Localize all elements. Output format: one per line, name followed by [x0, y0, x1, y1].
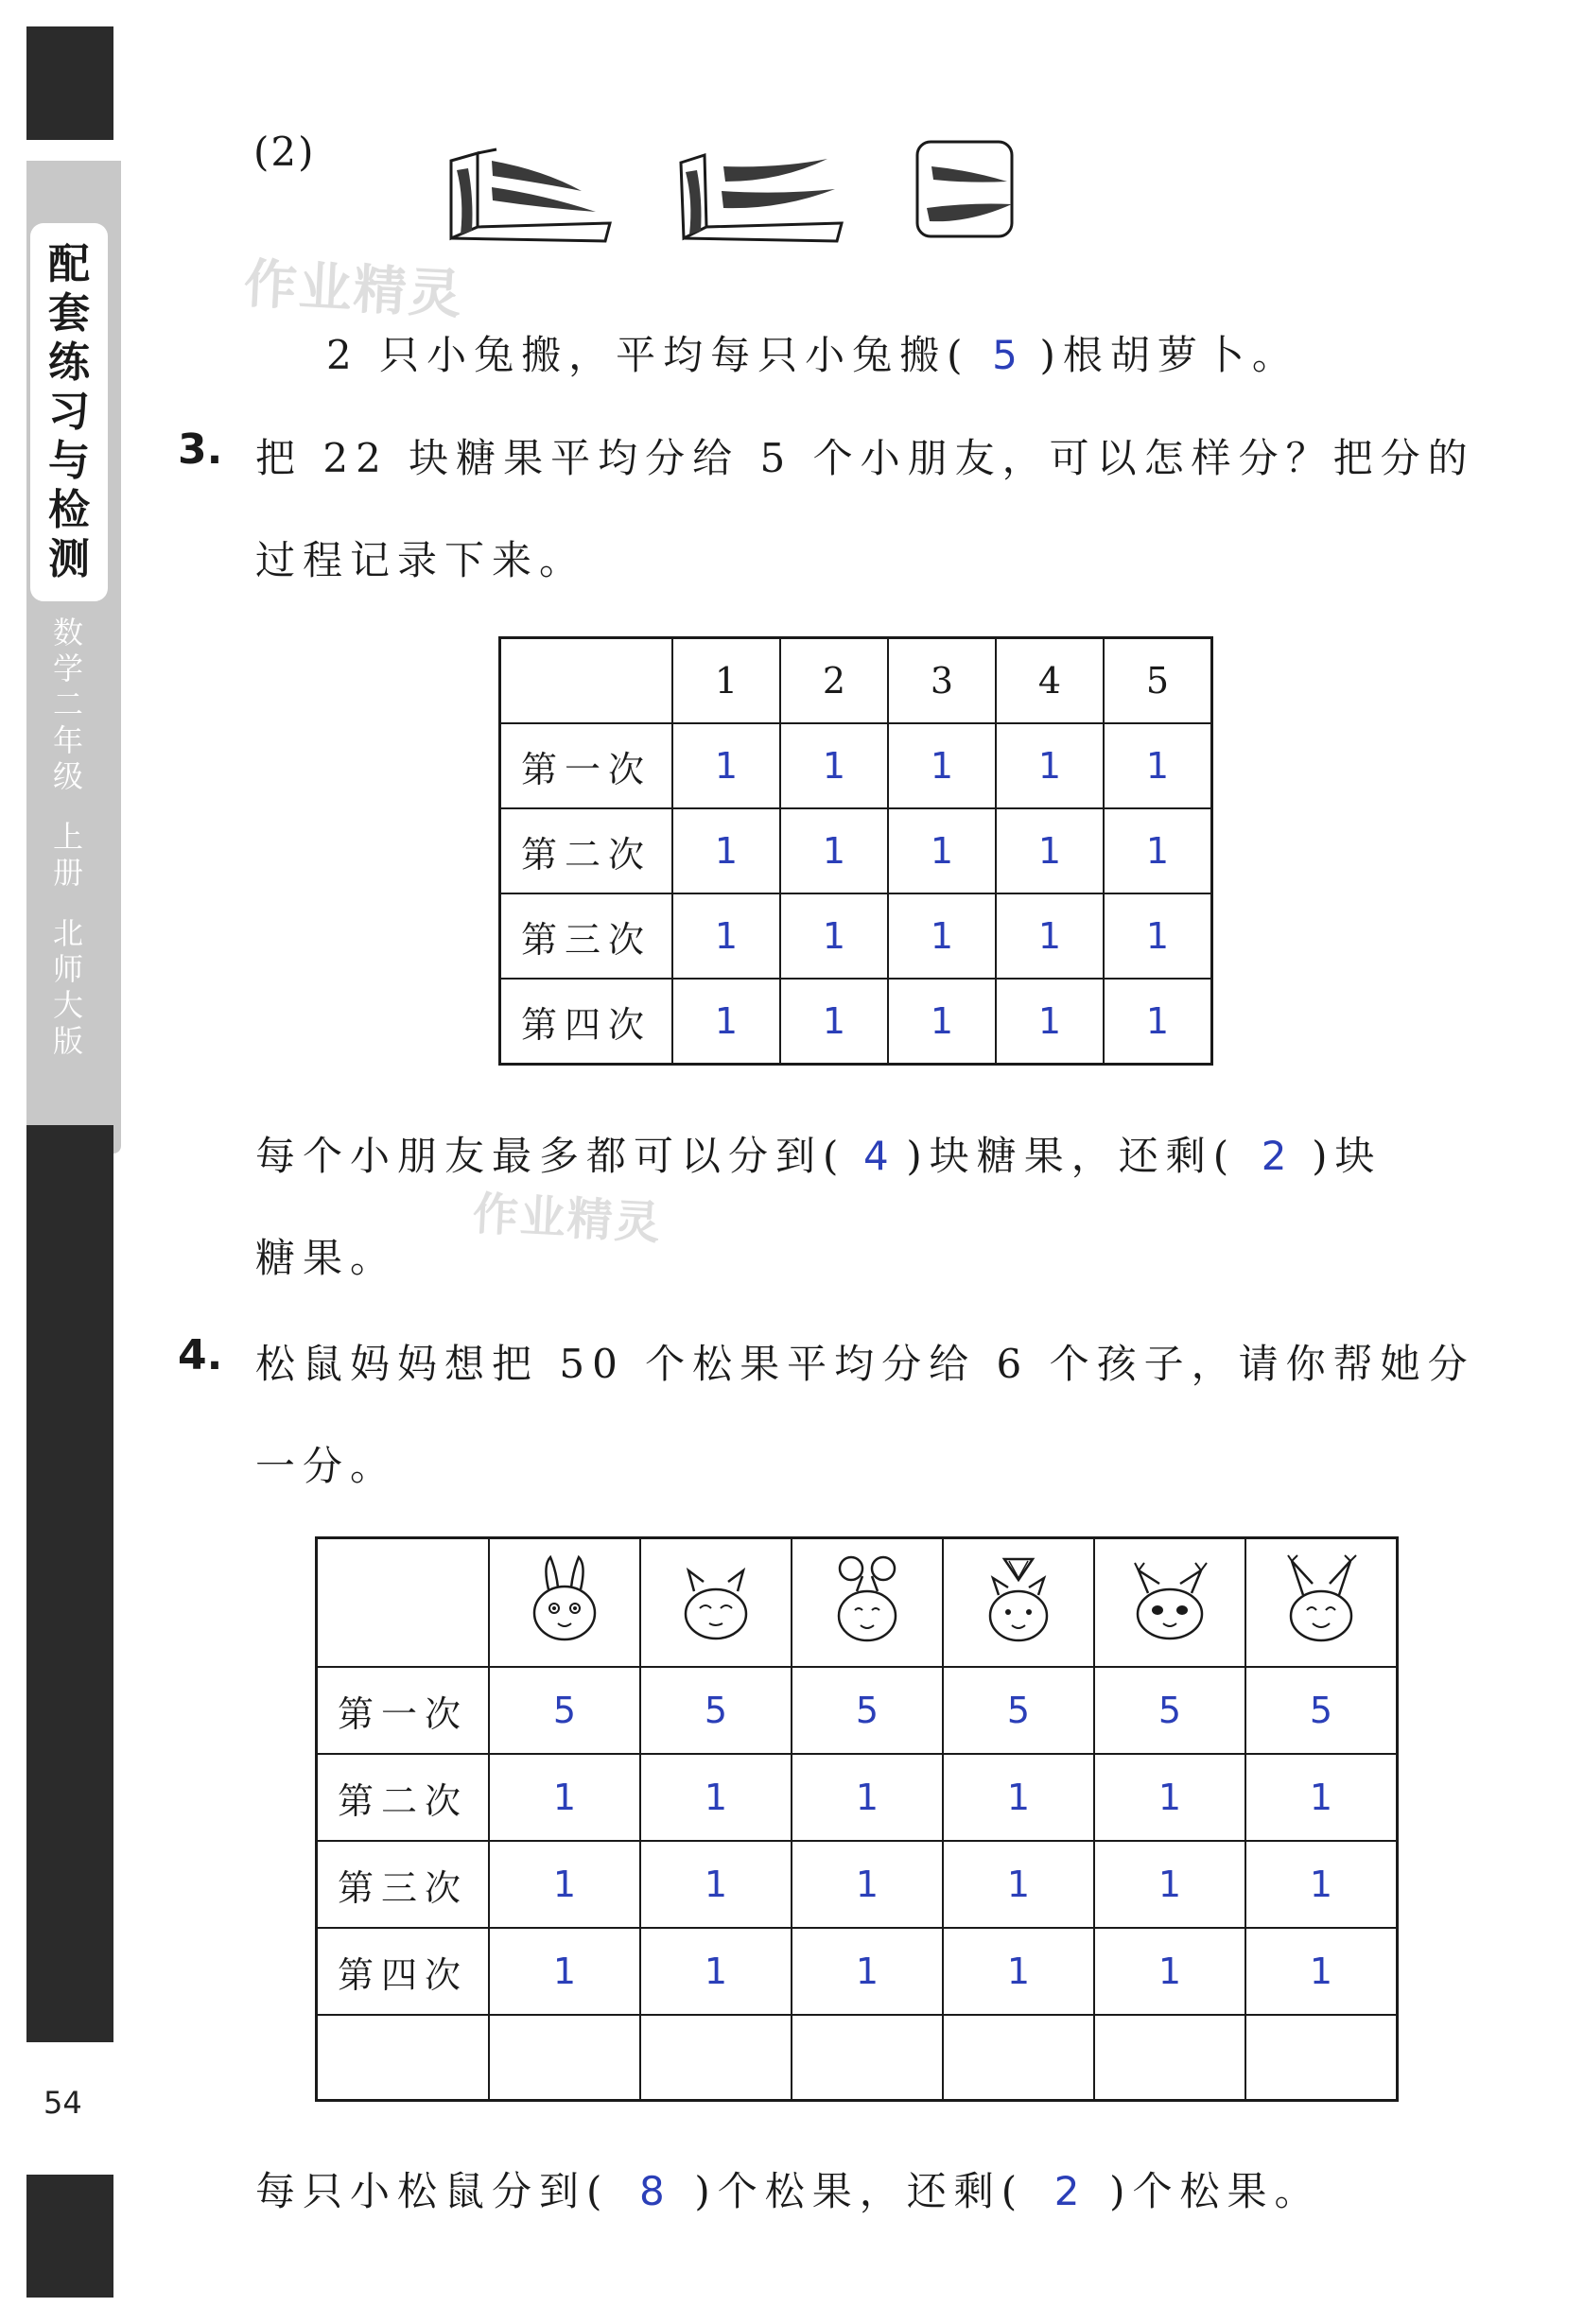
table-cell: 5: [1094, 1667, 1245, 1754]
column-header: [640, 1538, 792, 1668]
table-cell: 1: [1094, 1928, 1245, 2015]
table-cell: 1: [640, 1928, 792, 2015]
q3-text-line1: 把 22 块糖果平均分给 5 个小朋友，可以怎样分？把分的: [255, 435, 1475, 481]
table-row: [500, 979, 1212, 1065]
table-cell: 1: [943, 1841, 1094, 1928]
table-row: [317, 1667, 1398, 1754]
table-cell: 5: [943, 1667, 1094, 1754]
table-cell: 1: [672, 723, 780, 808]
table-cell: 1: [780, 979, 888, 1065]
column-header: 2: [780, 638, 888, 724]
table-cell: 1: [792, 1928, 943, 2015]
column-header: [792, 1538, 943, 1668]
table-cell: 1: [943, 1754, 1094, 1841]
table-cell: 5: [792, 1667, 943, 1754]
table-cell: 1: [489, 1928, 640, 2015]
table-cell: 5: [1245, 1667, 1398, 1754]
table-cell: 1: [792, 1754, 943, 1841]
column-header: 4: [996, 638, 1104, 724]
row-label: 第二次: [317, 1754, 490, 1841]
column-header: 1: [672, 638, 780, 724]
q4-answer-pinecones-each: 8: [639, 2168, 665, 2214]
carrot-group-3: [917, 142, 1012, 236]
table-cell: 1: [1245, 1841, 1398, 1928]
column-header: 3: [888, 638, 996, 724]
table-cell: 1: [888, 808, 996, 893]
table-cell: 1: [672, 893, 780, 979]
row-label: 第三次: [500, 893, 673, 979]
q4-text-line2: 一分。: [255, 1443, 398, 1489]
table-row: [317, 1754, 1398, 1841]
table-cell: 1: [1094, 1841, 1245, 1928]
table-row: [500, 808, 1212, 893]
row-label: 第一次: [317, 1667, 490, 1754]
table-header-row: [500, 638, 1212, 724]
table-cell: [1094, 2015, 1245, 2101]
table-cell: 1: [672, 808, 780, 893]
row-label: 第三次: [317, 1841, 490, 1928]
row-label: 第四次: [500, 979, 673, 1065]
table-cell: [489, 2015, 640, 2101]
table-row: [500, 893, 1212, 979]
table-cell: 1: [780, 893, 888, 979]
spine-foot-band: [26, 2175, 113, 2298]
q2-sentence: 2 只小兔搬，平均每只小兔搬( 5 )根胡萝卜。: [326, 332, 1299, 378]
table-cell: 1: [780, 808, 888, 893]
spine-edition: 北 师 大 版: [52, 915, 83, 1059]
column-header: [1094, 1538, 1245, 1668]
squirrel-6-icon: [1279, 1552, 1364, 1646]
table-cell: 5: [640, 1667, 792, 1754]
carrot-groups-figure: [440, 132, 1026, 246]
table-row: [500, 723, 1212, 808]
table-row: [317, 1841, 1398, 1928]
q2-label: (2): [253, 129, 316, 175]
column-header: [1245, 1538, 1398, 1668]
table-corner-cell: [500, 638, 673, 724]
table-cell: 1: [1104, 808, 1212, 893]
table-cell: 1: [996, 808, 1104, 893]
squirrel-1-icon: [522, 1552, 607, 1646]
table-cell: 1: [996, 723, 1104, 808]
table-cell: 1: [792, 1841, 943, 1928]
spine-top-band: [26, 26, 113, 140]
q3-answer-line1: 每个小朋友最多都可以分到( 4 )块糖果，还剩( 2 )块: [255, 1133, 1383, 1179]
q4-text-line1: 松鼠妈妈想把 50 个松果平均分给 6 个孩子，请你帮她分: [255, 1341, 1475, 1387]
table-row: [317, 1928, 1398, 2015]
table-cell: 1: [672, 979, 780, 1065]
spine-book-title: 配 套 练 习 与 检 测: [30, 223, 108, 601]
q4-answer: 每只小松鼠分到( 8 )个松果，还剩( 2 )个松果。: [255, 2168, 1322, 2214]
q4-distribution-table: [315, 1536, 1399, 2102]
row-label: [317, 2015, 490, 2101]
squirrel-3-icon: [825, 1552, 910, 1646]
table-cell: [1245, 2015, 1398, 2101]
q2-answer: 5: [992, 332, 1018, 378]
table-row: [317, 2015, 1398, 2101]
table-cell: 1: [996, 979, 1104, 1065]
q3-text-line2: 过程记录下来。: [255, 537, 587, 583]
watermark: 作业精灵: [471, 1187, 664, 1251]
table-cell: 1: [888, 979, 996, 1065]
table-cell: 1: [996, 893, 1104, 979]
spine-bottom-band: [26, 1125, 113, 2042]
table-cell: [943, 2015, 1094, 2101]
q3-answer-line2: 糖果。: [255, 1235, 398, 1281]
spine-book-info: [34, 615, 102, 1084]
table-cell: 1: [640, 1841, 792, 1928]
table-corner-cell: [317, 1538, 490, 1668]
table-cell: 1: [1104, 893, 1212, 979]
spine-subject: 数 学 二 年 级: [52, 615, 83, 794]
q4-number: 4.: [178, 1331, 223, 1379]
table-cell: 1: [888, 893, 996, 979]
spine-volume: 上 册: [52, 819, 83, 891]
table-cell: 1: [640, 1754, 792, 1841]
column-header: [943, 1538, 1094, 1668]
row-label: 第四次: [317, 1928, 490, 2015]
squirrel-2-icon: [673, 1552, 758, 1646]
watermark: 作业精灵: [242, 252, 465, 327]
table-cell: [640, 2015, 792, 2101]
table-cell: [792, 2015, 943, 2101]
table-cell: 1: [489, 1754, 640, 1841]
q3-answer-candies-each: 4: [863, 1133, 889, 1179]
q3-answer-remaining: 2: [1261, 1133, 1287, 1179]
table-cell: 1: [1104, 723, 1212, 808]
table-cell: 5: [489, 1667, 640, 1754]
q3-distribution-table: [498, 636, 1213, 1066]
table-cell: 1: [780, 723, 888, 808]
column-header: [489, 1538, 640, 1668]
table-cell: 1: [888, 723, 996, 808]
table-cell: 1: [1094, 1754, 1245, 1841]
page-number: 54: [44, 2085, 82, 2121]
squirrel-5-icon: [1127, 1552, 1212, 1646]
row-label: 第二次: [500, 808, 673, 893]
table-cell: 1: [1245, 1928, 1398, 2015]
q3-number: 3.: [178, 425, 223, 474]
table-header-row: [317, 1538, 1398, 1668]
squirrel-4-icon: [976, 1552, 1061, 1646]
table-cell: 1: [489, 1841, 640, 1928]
column-header: 5: [1104, 638, 1212, 724]
table-cell: 1: [1245, 1754, 1398, 1841]
table-cell: 1: [943, 1928, 1094, 2015]
row-label: 第一次: [500, 723, 673, 808]
table-cell: 1: [1104, 979, 1212, 1065]
q4-answer-remaining: 2: [1053, 2168, 1080, 2214]
